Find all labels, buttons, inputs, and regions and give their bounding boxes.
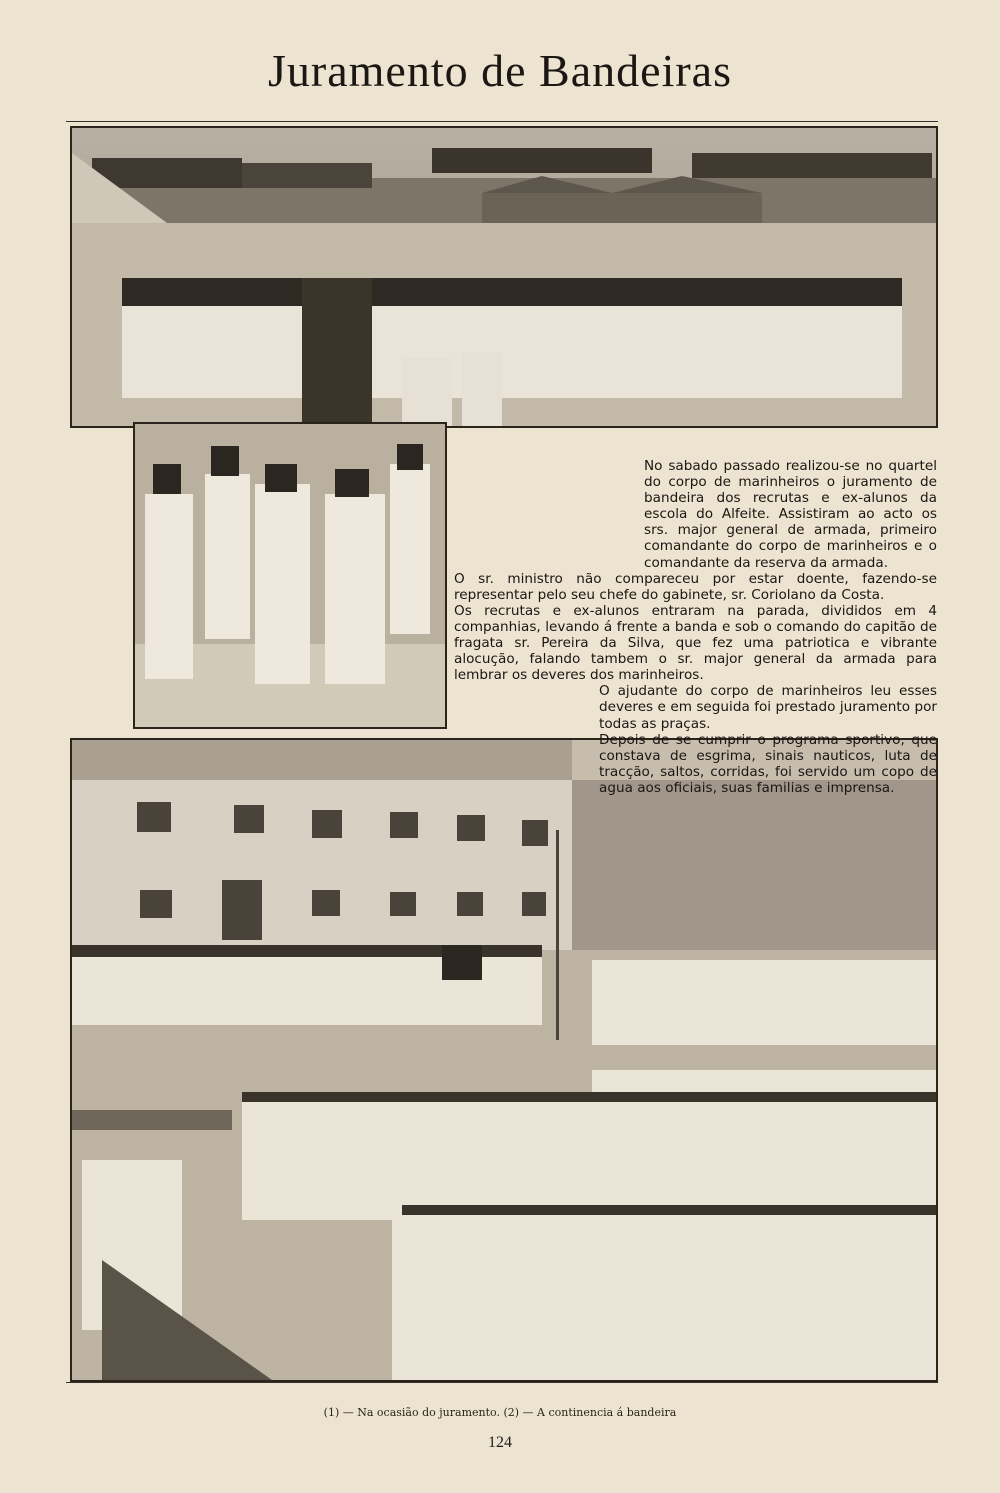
photo-juramento (70, 126, 938, 428)
page-number: 124 (488, 1434, 512, 1451)
photo-sailors-closeup-image (135, 424, 445, 727)
photo-juramento-image (72, 128, 936, 426)
page-title: Juramento de Bandeiras (268, 45, 732, 96)
article-paragraph-2: O sr. ministro não compareceu por estar doente, fazendo-se representar pelo seu chefe do gabinete, sr. Coriolano da Costa. (454, 570, 937, 603)
rule-bottom (66, 1382, 938, 1383)
rule-top (66, 121, 938, 122)
article-paragraph-3: Os recrutas e ex-alunos entraram na parada, divididos em 4 companhias, levando á frente a banda e sob o comando do capitão de fragata sr. Pereira da Silva, que fez uma patriotica e vibrante alocução, falando tambem o sr. major general da armada para lembrar os deveres dos marinheiros. (454, 602, 937, 684)
photo-caption: (1) — Na ocasião do juramento. (2) — A continencia á bandeira (323, 1406, 677, 1419)
article-paragraph-4: O ajudante do corpo de marinheiros leu esses deveres e em seguida foi prestado juramento por todas as praças. (599, 683, 937, 732)
article-body (454, 458, 937, 888)
article-paragraph-1: No sabado passado realizou-se no quartel do corpo de marinheiros o juramento de bandeira dos recrutas e ex-alunos da escola do Alfeite. Assistiram ao acto os srs. major general de armada, primeiro comandante do corpo de marinheiros e o comandante da reserva da armada. (644, 458, 937, 571)
article-paragraph-5: Depois de se cumprir o programa sportivo, que constava de esgrima, sinais nauticos, luta de tracção, saltos, corridas, foi servido um copo de agua aos oficiais, suas familias e imprensa. (599, 731, 937, 796)
photo-sailors-closeup (133, 422, 447, 729)
